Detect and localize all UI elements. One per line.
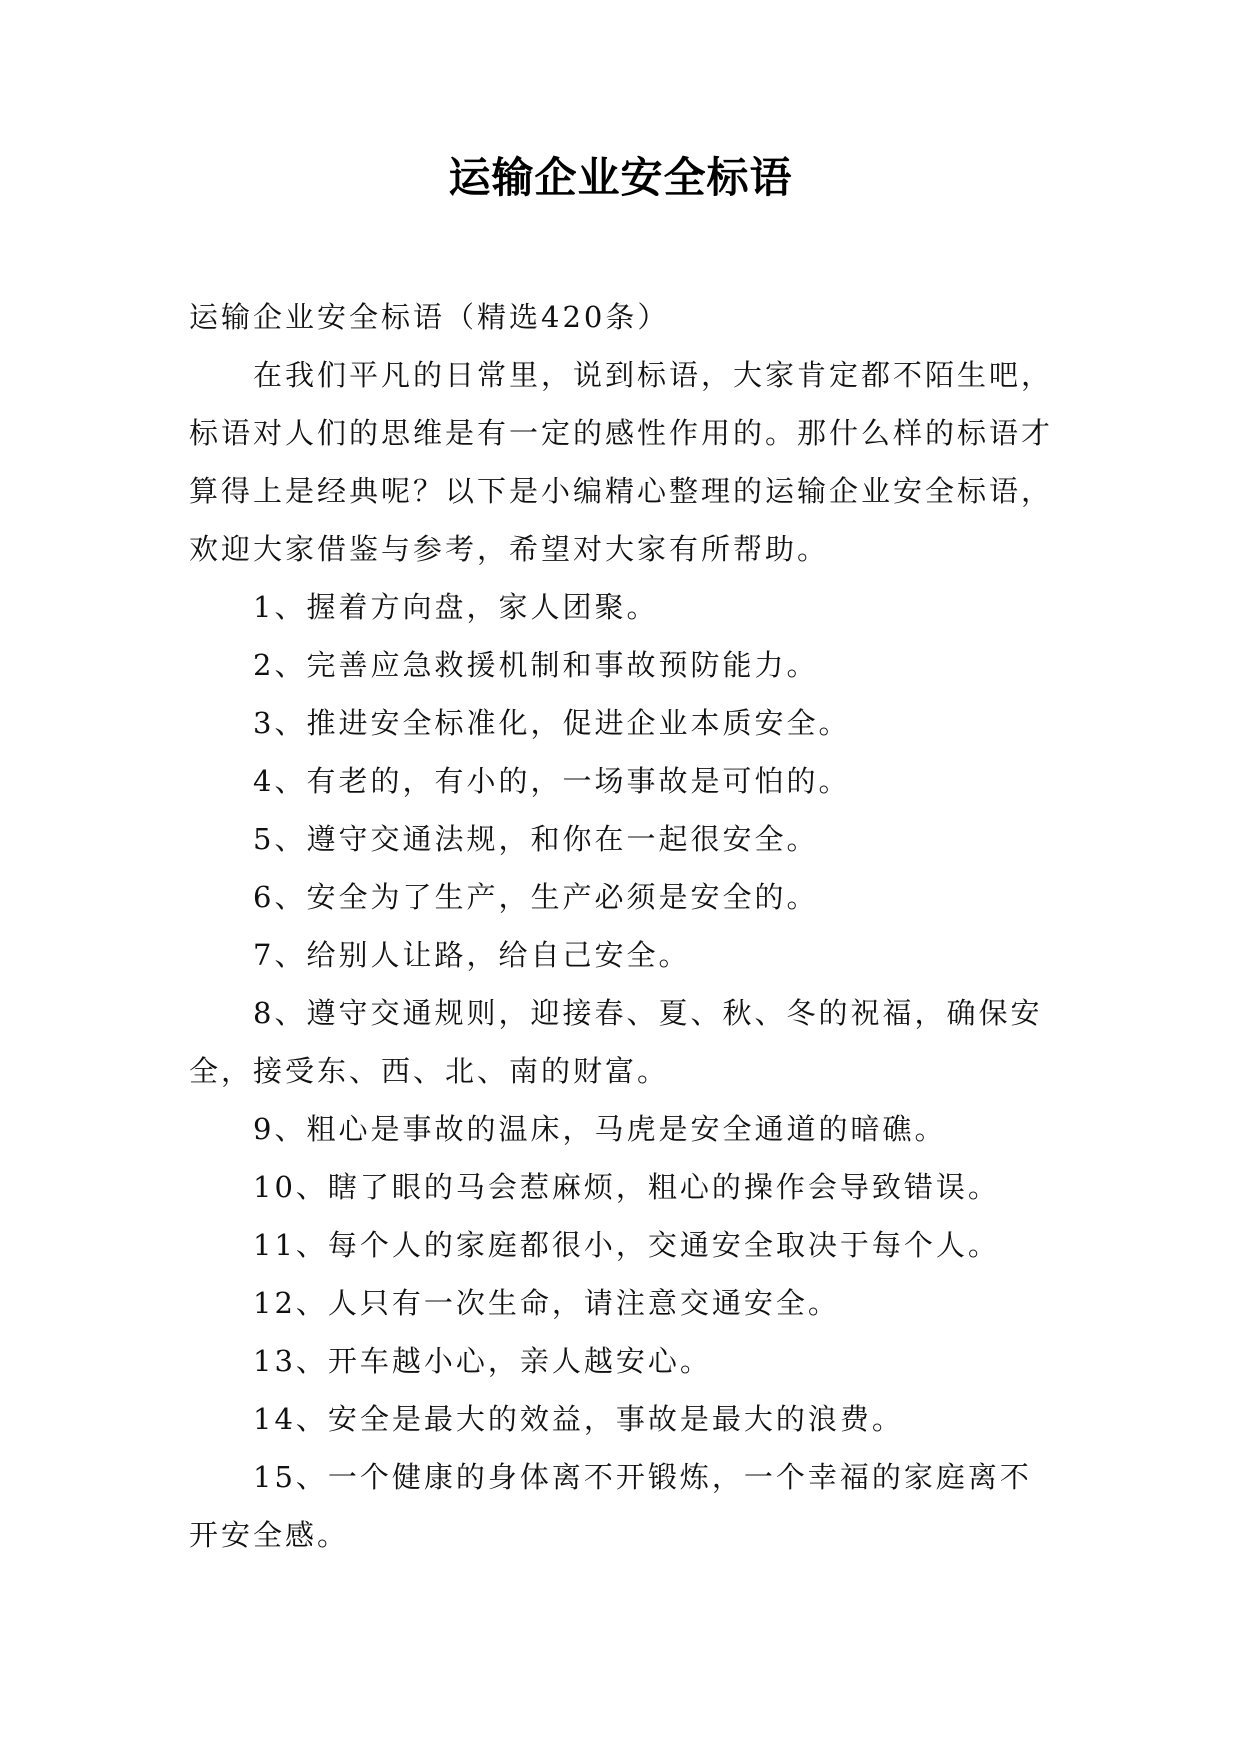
slogan-item: 2、完善应急救援机制和事故预防能力。 bbox=[253, 648, 819, 682]
slogan-item: 14、安全是最大的效益，事故是最大的浪费。 bbox=[253, 1402, 904, 1436]
document-title: 运输企业安全标语 bbox=[448, 153, 793, 202]
slogan-item: 6、安全为了生产，生产必须是安全的。 bbox=[253, 880, 819, 914]
slogan-item: 7、给别人让路，给自己安全。 bbox=[253, 938, 691, 972]
slogan-item: 11、每个人的家庭都很小，交通安全取决于每个人。 bbox=[253, 1228, 1000, 1262]
slogan-item: 10、瞎了眼的马会惹麻烦，粗心的操作会导致错误。 bbox=[253, 1170, 1000, 1204]
slogan-item: 1、握着方向盘，家人团聚。 bbox=[253, 590, 659, 624]
intro-paragraph: 在我们平凡的日常里，说到标语，大家肯定都不陌生吧，标语对人们的思维是有一定的感性作用的。那什么样的标语才算得上是经典呢？以下是小编精心整理的运输企业安全标语，欢迎大家借鉴与参考，希望对大家有所帮助。 bbox=[189, 358, 1054, 566]
slogan-item: 5、遵守交通法规，和你在一起很安全。 bbox=[253, 822, 819, 856]
slogan-item: 4、有老的，有小的，一场事故是可怕的。 bbox=[253, 764, 851, 798]
slogan-item: 8、遵守交通规则，迎接春、夏、秋、冬的祝福，确保安全，接受东、西、北、南的财富。 bbox=[189, 996, 1043, 1088]
document-body bbox=[189, 288, 1061, 1564]
slogan-item: 9、粗心是事故的温床，马虎是安全通道的暗礁。 bbox=[253, 1112, 947, 1146]
slogan-item: 13、开车越小心，亲人越安心。 bbox=[253, 1344, 712, 1378]
document-subtitle: 运输企业安全标语（精选420条） bbox=[189, 300, 670, 334]
slogan-item: 15、一个健康的身体离不开锻炼，一个幸福的家庭离不开安全感。 bbox=[189, 1460, 1032, 1552]
slogan-item: 12、人只有一次生命，请注意交通安全。 bbox=[253, 1286, 840, 1320]
slogan-item: 3、推进安全标准化，促进企业本质安全。 bbox=[253, 706, 851, 740]
